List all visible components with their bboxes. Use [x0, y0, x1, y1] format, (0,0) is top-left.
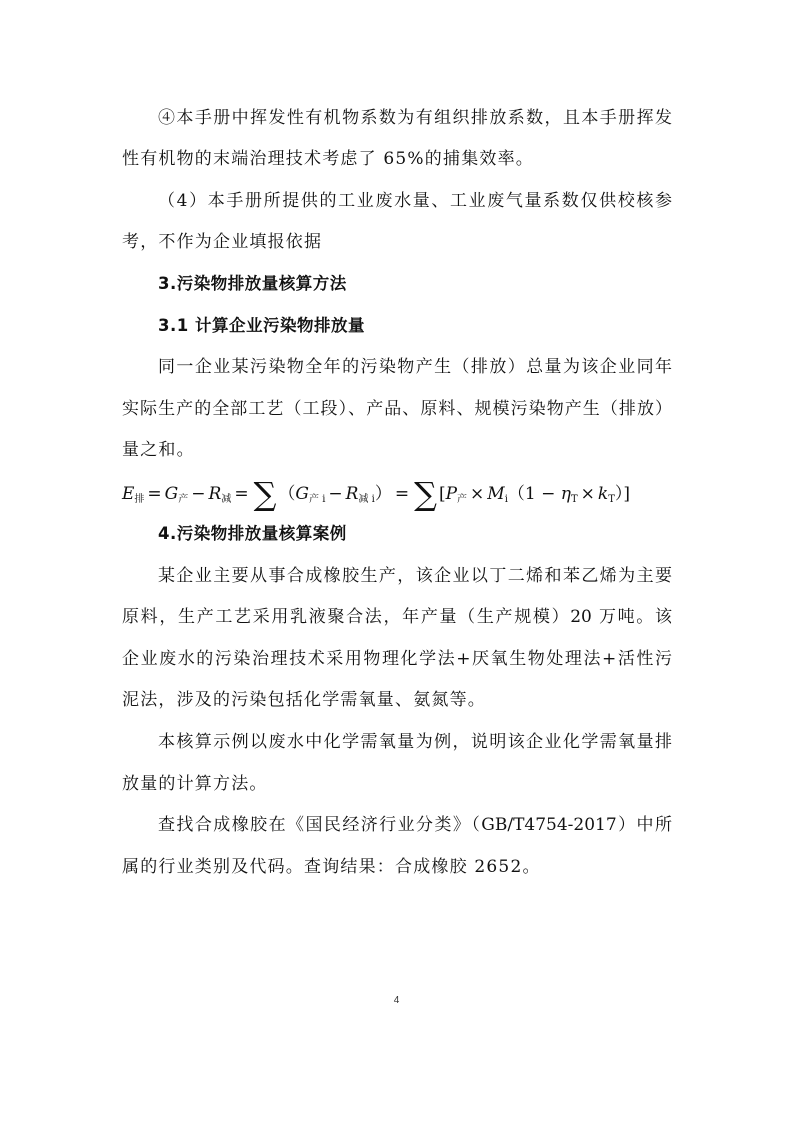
paragraph-line: 企业废水的污染治理技术采用物理化学法+厌氧生物处理法+活性污 [122, 649, 672, 669]
summation-symbol: ∑ [253, 475, 277, 513]
paragraph-line: 实际生产的全部工艺（工段）、产品、原料、规模污染物产生（排放） [122, 399, 672, 419]
paragraph-line: 放量的计算方法。 [122, 774, 268, 794]
section-heading: 3.污染物排放量核算方法 [158, 274, 347, 293]
paragraph-line: 某企业主要从事合成橡胶生产，该企业以丁二烯和苯乙烯为主要 [158, 566, 672, 586]
paragraph-line: 原料，生产工艺采用乳液聚合法，年产量（生产规模）20 万吨。该 [122, 607, 672, 627]
paragraph-line: 泥法，涉及的污染包括化学需氧量、氨氮等。 [122, 690, 486, 710]
paragraph-line: ④本手册中挥发性有机物系数为有组织排放系数，且本手册挥发 [158, 108, 672, 128]
paragraph-line: 考，不作为企业填报依据 [122, 232, 323, 252]
paragraph-line: （4）本手册所提供的工业废水量、工业废气量系数仅供校核参 [158, 191, 672, 211]
page-number: 4 [393, 995, 400, 1006]
emission-formula: $E_排 = G_产 - R_减$ = ∑ $(G_{产 i} - R_{减 i})$ = ∑ $[P_产 \times M_i(1 - \eta_T \times k_T)]$ [122, 475, 631, 513]
section-heading: 4.污染物排放量核算案例 [158, 524, 347, 543]
subsection-heading: 3.1 计算企业污染物排放量 [158, 316, 365, 335]
paragraph-line: 属的行业类别及代码。查询结果：合成橡胶 2652。 [122, 857, 541, 877]
paragraph-line: 性有机物的末端治理技术考虑了 65%的捕集效率。 [122, 149, 534, 169]
paragraph-line: 查找合成橡胶在《国民经济行业分类》（GB/T4754-2017）中所 [158, 815, 672, 835]
paragraph-line: 同一企业某污染物全年的污染物产生（排放）总量为该企业同年 [158, 357, 672, 377]
summation-symbol: ∑ [414, 475, 437, 513]
paragraph-line: 量之和。 [122, 440, 195, 460]
paragraph-line: 本核算示例以废水中化学需氧量为例，说明该企业化学需氧量排 [158, 732, 672, 752]
